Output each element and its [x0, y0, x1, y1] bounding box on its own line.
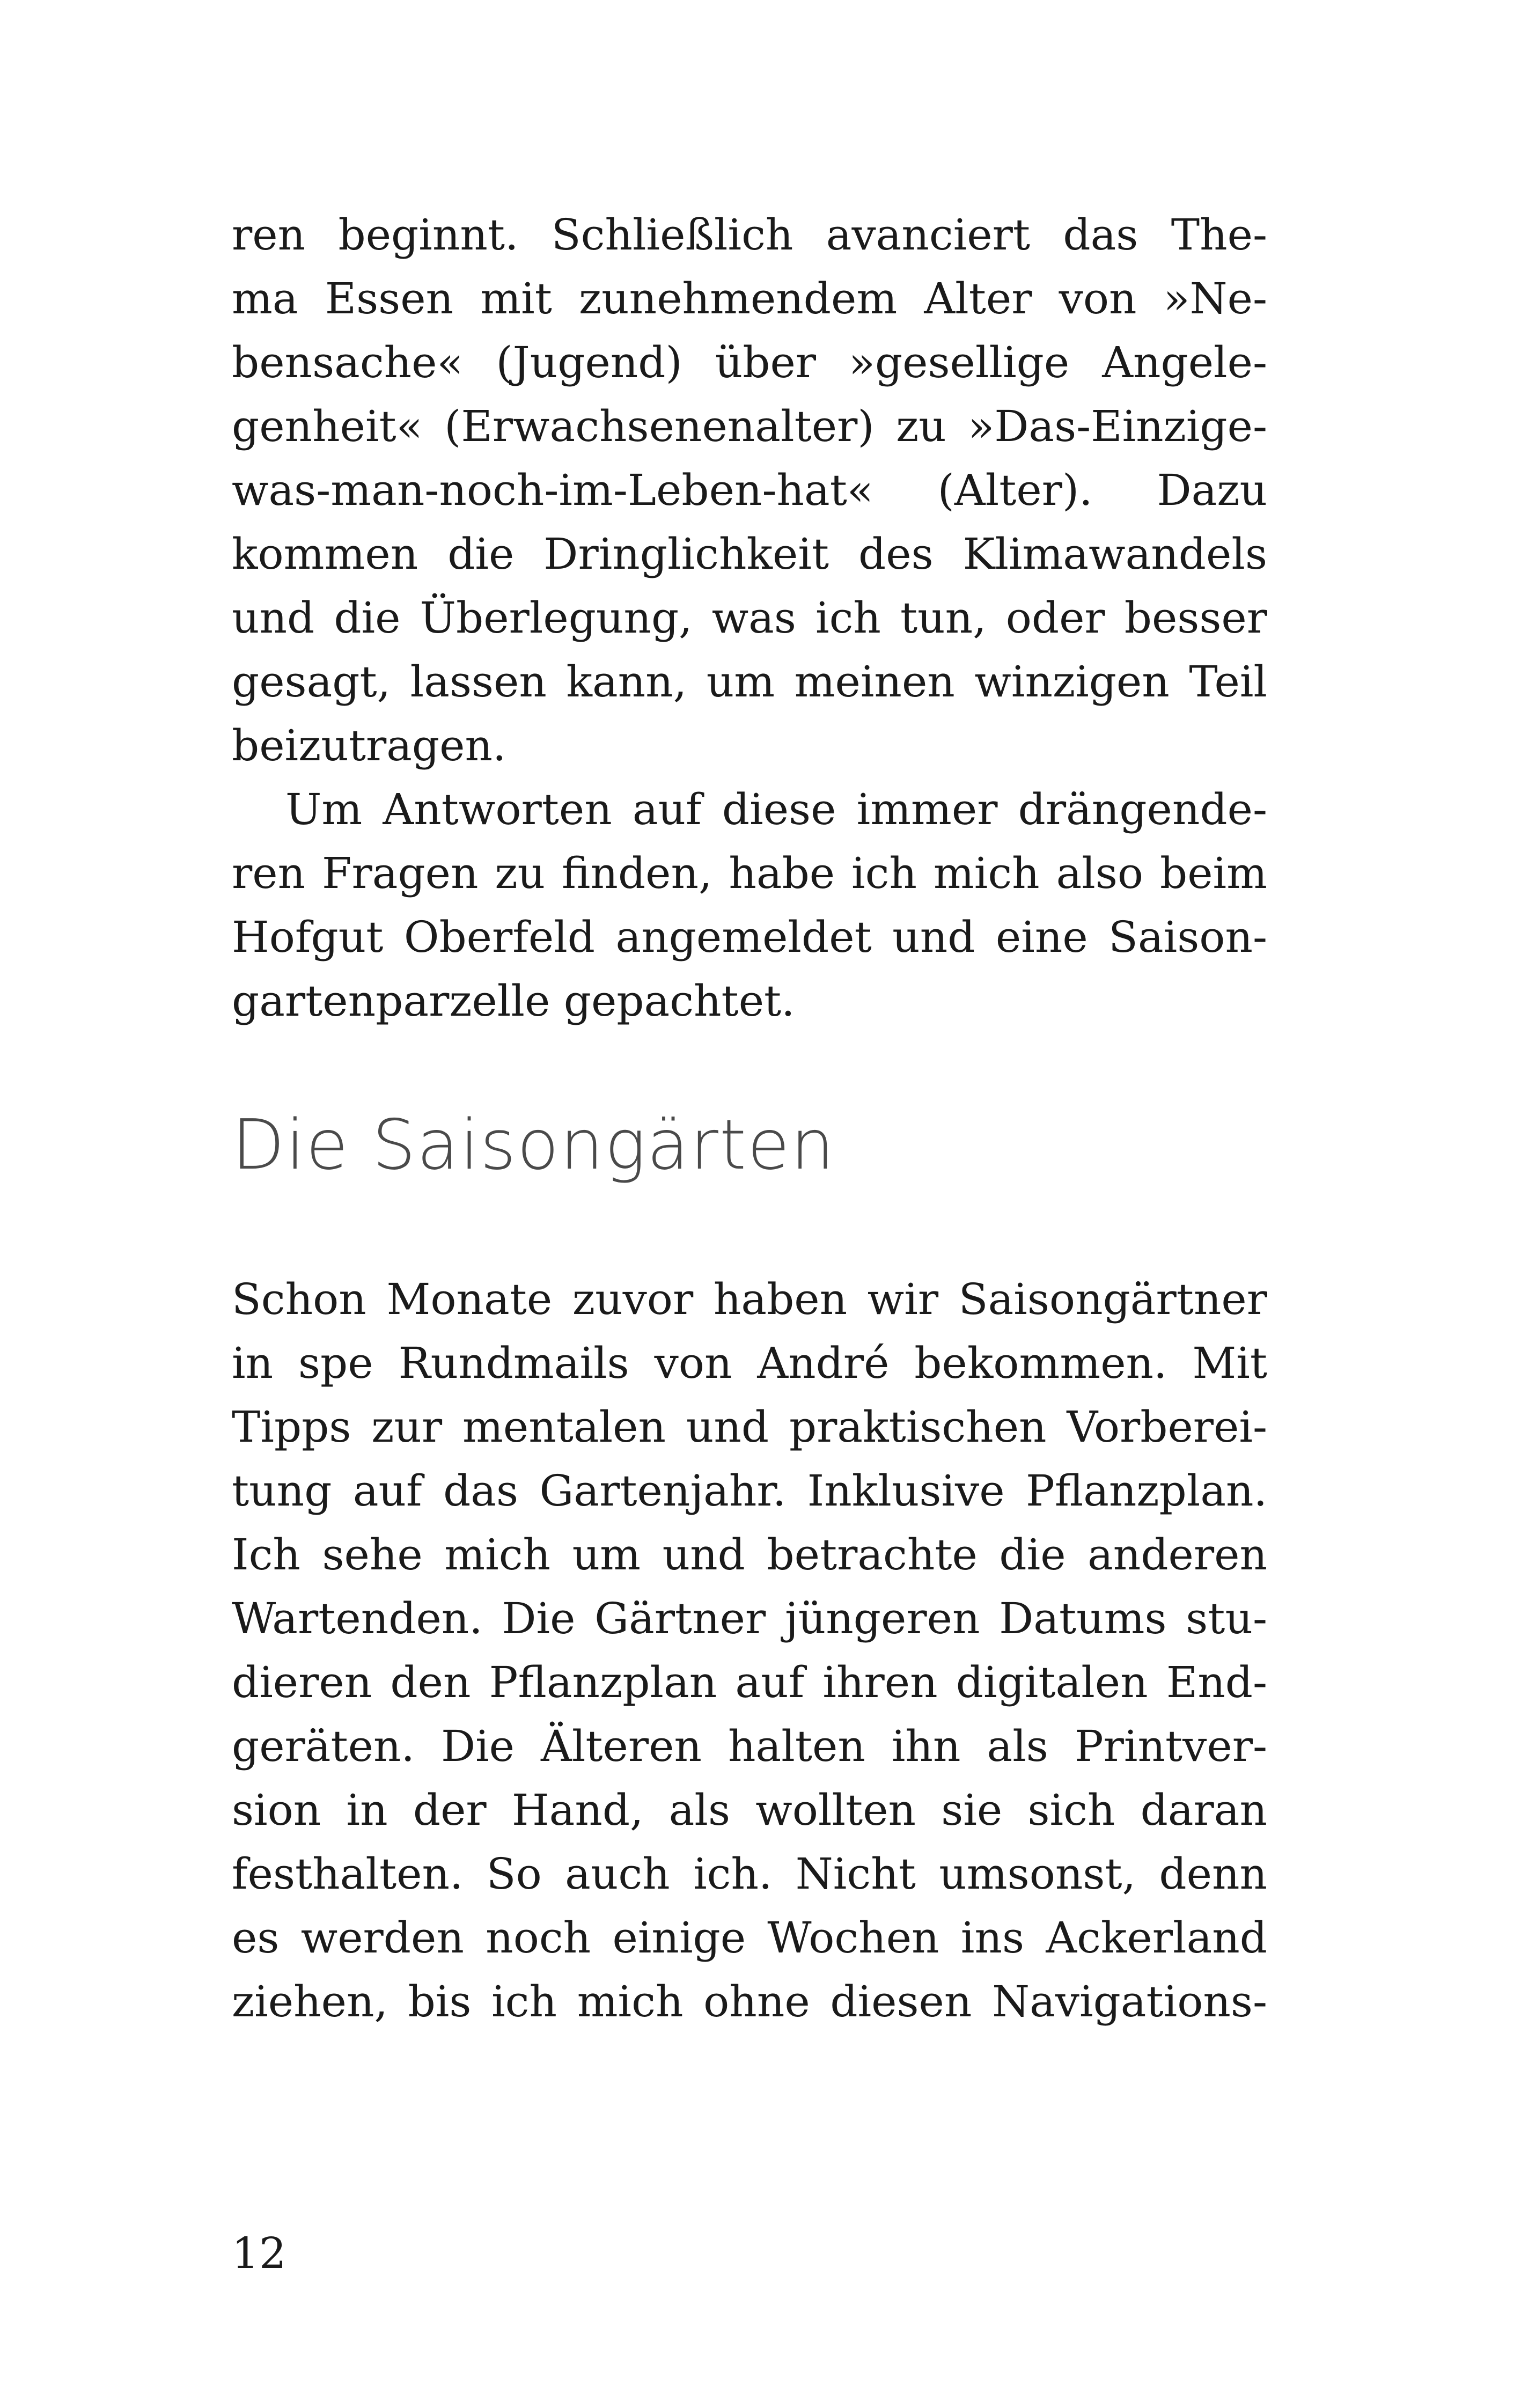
- text-line: in spe Rundmails von André bekommen. Mit: [232, 1338, 1267, 1388]
- text-line: Schon Monate zuvor haben wir Saisongärtner: [232, 1274, 1267, 1324]
- text-line: gartenparzelle gepachtet.: [232, 976, 795, 1026]
- text-line: dieren den Pflanzplan auf ihren digitalen End-: [232, 1657, 1267, 1707]
- text-line: Ich sehe mich um und betrachte die anderen: [232, 1530, 1267, 1580]
- text-line: und die Überlegung, was ich tun, oder besser: [232, 593, 1267, 643]
- text-line: gesagt, lassen kann, um meinen winzigen Teil: [232, 657, 1267, 707]
- text-line: Tipps zur mentalen und praktischen Vorberei-: [232, 1402, 1267, 1452]
- text-line: bensache« (Jugend) über »gesellige Angele-: [232, 337, 1267, 387]
- text-line: Hofgut Oberfeld angemeldet und eine Saison-: [232, 912, 1267, 962]
- text-line: ziehen, bis ich mich ohne diesen Navigations-: [232, 1977, 1267, 2027]
- text-block-bottom: [232, 1267, 1267, 2033]
- text-line: ma Essen mit zunehmendem Alter von »Ne-: [232, 274, 1267, 324]
- text-line: tung auf das Gartenjahr. Inklusive Pflanzplan.: [232, 1466, 1267, 1516]
- text-line: Wartenden. Die Gärtner jüngeren Datums stu-: [232, 1594, 1267, 1643]
- text-line: es werden noch einige Wochen ins Ackerland: [232, 1913, 1267, 1963]
- text-line: geräten. Die Älteren halten ihn als Printver-: [232, 1721, 1267, 1771]
- text-line: ren Fragen zu finden, habe ich mich also beim: [232, 848, 1267, 898]
- text-block-top: [232, 203, 1267, 1033]
- text-line: ren beginnt. Schließlich avanciert das The-: [232, 210, 1267, 260]
- text-line: sion in der Hand, als wollten sie sich daran: [232, 1785, 1267, 1835]
- text-line: Um Antworten auf diese immer drängende-: [285, 784, 1267, 834]
- text-line: festhalten. So auch ich. Nicht umsonst, denn: [232, 1849, 1267, 1899]
- page-number: 12: [232, 2228, 286, 2278]
- text-line: was-man-noch-im-Leben-hat« (Alter). Dazu: [232, 465, 1267, 515]
- text-line: genheit« (Erwachsenenalter) zu »Das-Einzige-: [232, 401, 1267, 451]
- text-line: beizutragen.: [232, 721, 506, 770]
- section-heading: Die Saisongärten: [232, 1105, 835, 1185]
- text-line: kommen die Dringlichkeit des Klimawandels: [232, 529, 1267, 579]
